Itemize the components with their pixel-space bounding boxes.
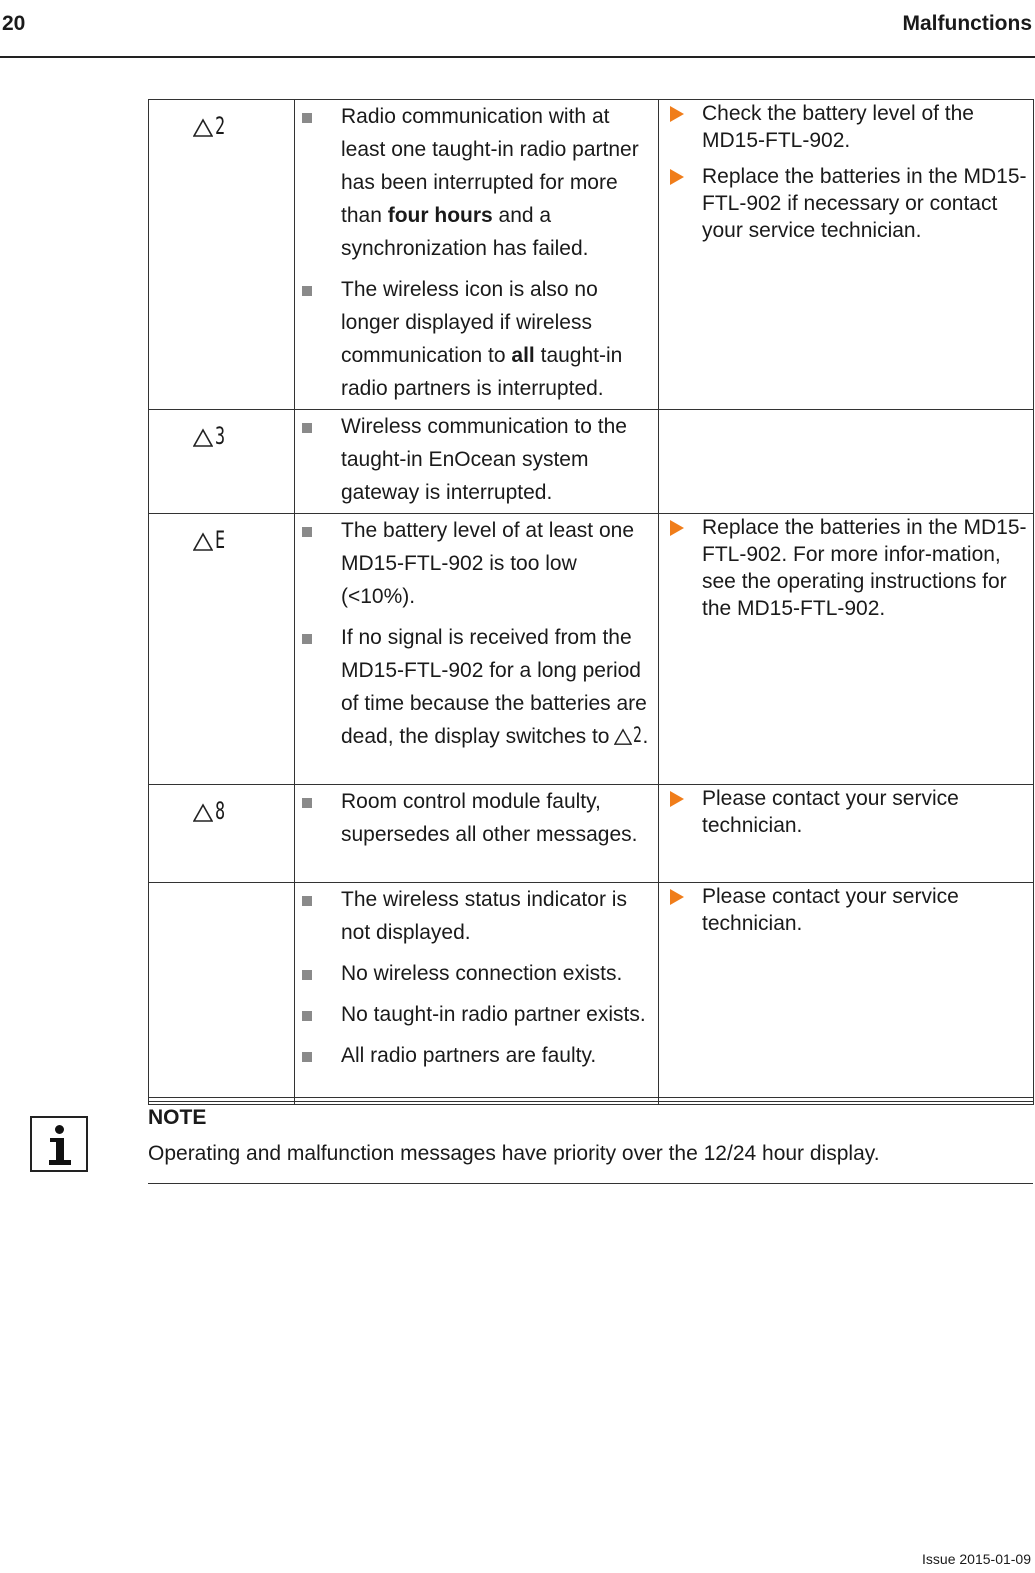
list-item: The wireless icon is also no longer displayed if wireless communication to all taught-in radio partners is interrupted. <box>297 273 654 405</box>
list-item: Check the battery level of the MD15-FTL-902. <box>664 100 1029 154</box>
cause-cell <box>295 883 659 1105</box>
warning-triangle-icon <box>193 422 229 448</box>
table-row <box>149 883 1034 1105</box>
list-item: Replace the batteries in the MD15-FTL-902. For more infor-mation, see the operating instructions for the MD15-FTL-902. <box>664 514 1029 622</box>
symbol-cell <box>149 785 295 883</box>
table-row <box>149 410 1034 514</box>
table-row <box>149 514 1034 785</box>
display-code: 2 <box>215 112 226 140</box>
display-code: 8 <box>215 797 226 825</box>
square-bullet-icon <box>302 286 312 296</box>
list-item: Please contact your service technician. <box>664 785 1029 839</box>
warning-triangle-icon <box>193 526 229 552</box>
arrow-right-icon <box>670 889 684 905</box>
square-bullet-icon <box>302 1011 312 1021</box>
info-icon <box>30 1116 88 1172</box>
cause-cell <box>295 100 659 410</box>
arrow-right-icon <box>670 169 684 185</box>
square-bullet-icon <box>302 1052 312 1062</box>
symbol-cell <box>149 883 295 1105</box>
square-bullet-icon <box>302 113 312 123</box>
list-item: Replace the batteries in the MD15-FTL-902 if necessary or contact your service technician. <box>664 163 1029 244</box>
note-divider-top <box>148 1097 1033 1098</box>
arrow-right-icon <box>670 520 684 536</box>
warning-triangle-icon <box>193 797 229 823</box>
remedy-cell <box>659 410 1034 514</box>
list-item: No taught-in radio partner exists. <box>297 998 654 1031</box>
issue-date: Issue 2015-01-09 <box>922 1551 1031 1567</box>
list-item: No wireless connection exists. <box>297 957 654 990</box>
cause-cell <box>295 514 659 785</box>
list-item: Room control module faulty, supersedes all other messages. <box>297 785 654 851</box>
square-bullet-icon <box>302 634 312 644</box>
list-item: Please contact your service technician. <box>664 883 1029 937</box>
remedy-cell <box>659 883 1034 1105</box>
warning-triangle-icon <box>193 112 229 138</box>
cause-cell <box>295 410 659 514</box>
list-item: The wireless status indicator is not displayed. <box>297 883 654 949</box>
arrow-right-icon <box>670 791 684 807</box>
square-bullet-icon <box>302 798 312 808</box>
square-bullet-icon <box>302 423 312 433</box>
list-item: Wireless communication to the taught-in EnOcean system gateway is interrupted. <box>297 410 654 509</box>
square-bullet-icon <box>302 896 312 906</box>
table-row <box>149 100 1034 410</box>
note-heading: NOTE <box>148 1106 207 1129</box>
square-bullet-icon <box>302 970 312 980</box>
list-item: All radio partners are faulty. <box>297 1039 654 1072</box>
note-divider-top <box>148 1101 1033 1102</box>
arrow-right-icon <box>670 106 684 122</box>
display-code: E <box>215 526 226 554</box>
remedy-cell <box>659 514 1034 785</box>
remedy-cell <box>659 100 1034 410</box>
page-number: 20 <box>2 12 26 35</box>
square-bullet-icon <box>302 527 312 537</box>
remedy-cell <box>659 785 1034 883</box>
warning-triangle-icon: 2 <box>614 724 643 746</box>
note-divider-bottom <box>148 1183 1033 1184</box>
page-header <box>0 0 1035 58</box>
list-item: If no signal is received from the MD15-FTL-902 for a long period of time because the batteries are dead, the display switches to 2 . <box>297 621 654 753</box>
symbol-cell <box>149 410 295 514</box>
symbol-cell <box>149 100 295 410</box>
table-row <box>149 785 1034 883</box>
list-item: Radio communication with at least one taught-in radio partner has been interrupted for more than four hours and a synchronization has failed. <box>297 100 654 265</box>
note-text: Operating and malfunction messages have priority over the 12/24 hour display. <box>148 1142 880 1165</box>
cause-cell <box>295 785 659 883</box>
list-item: The battery level of at least one MD15-FTL-902 is too low (<10%). <box>297 514 654 613</box>
display-code: 3 <box>215 422 226 450</box>
section-title: Malfunctions <box>902 12 1032 35</box>
malfunction-table <box>148 99 1034 1105</box>
symbol-cell <box>149 514 295 785</box>
